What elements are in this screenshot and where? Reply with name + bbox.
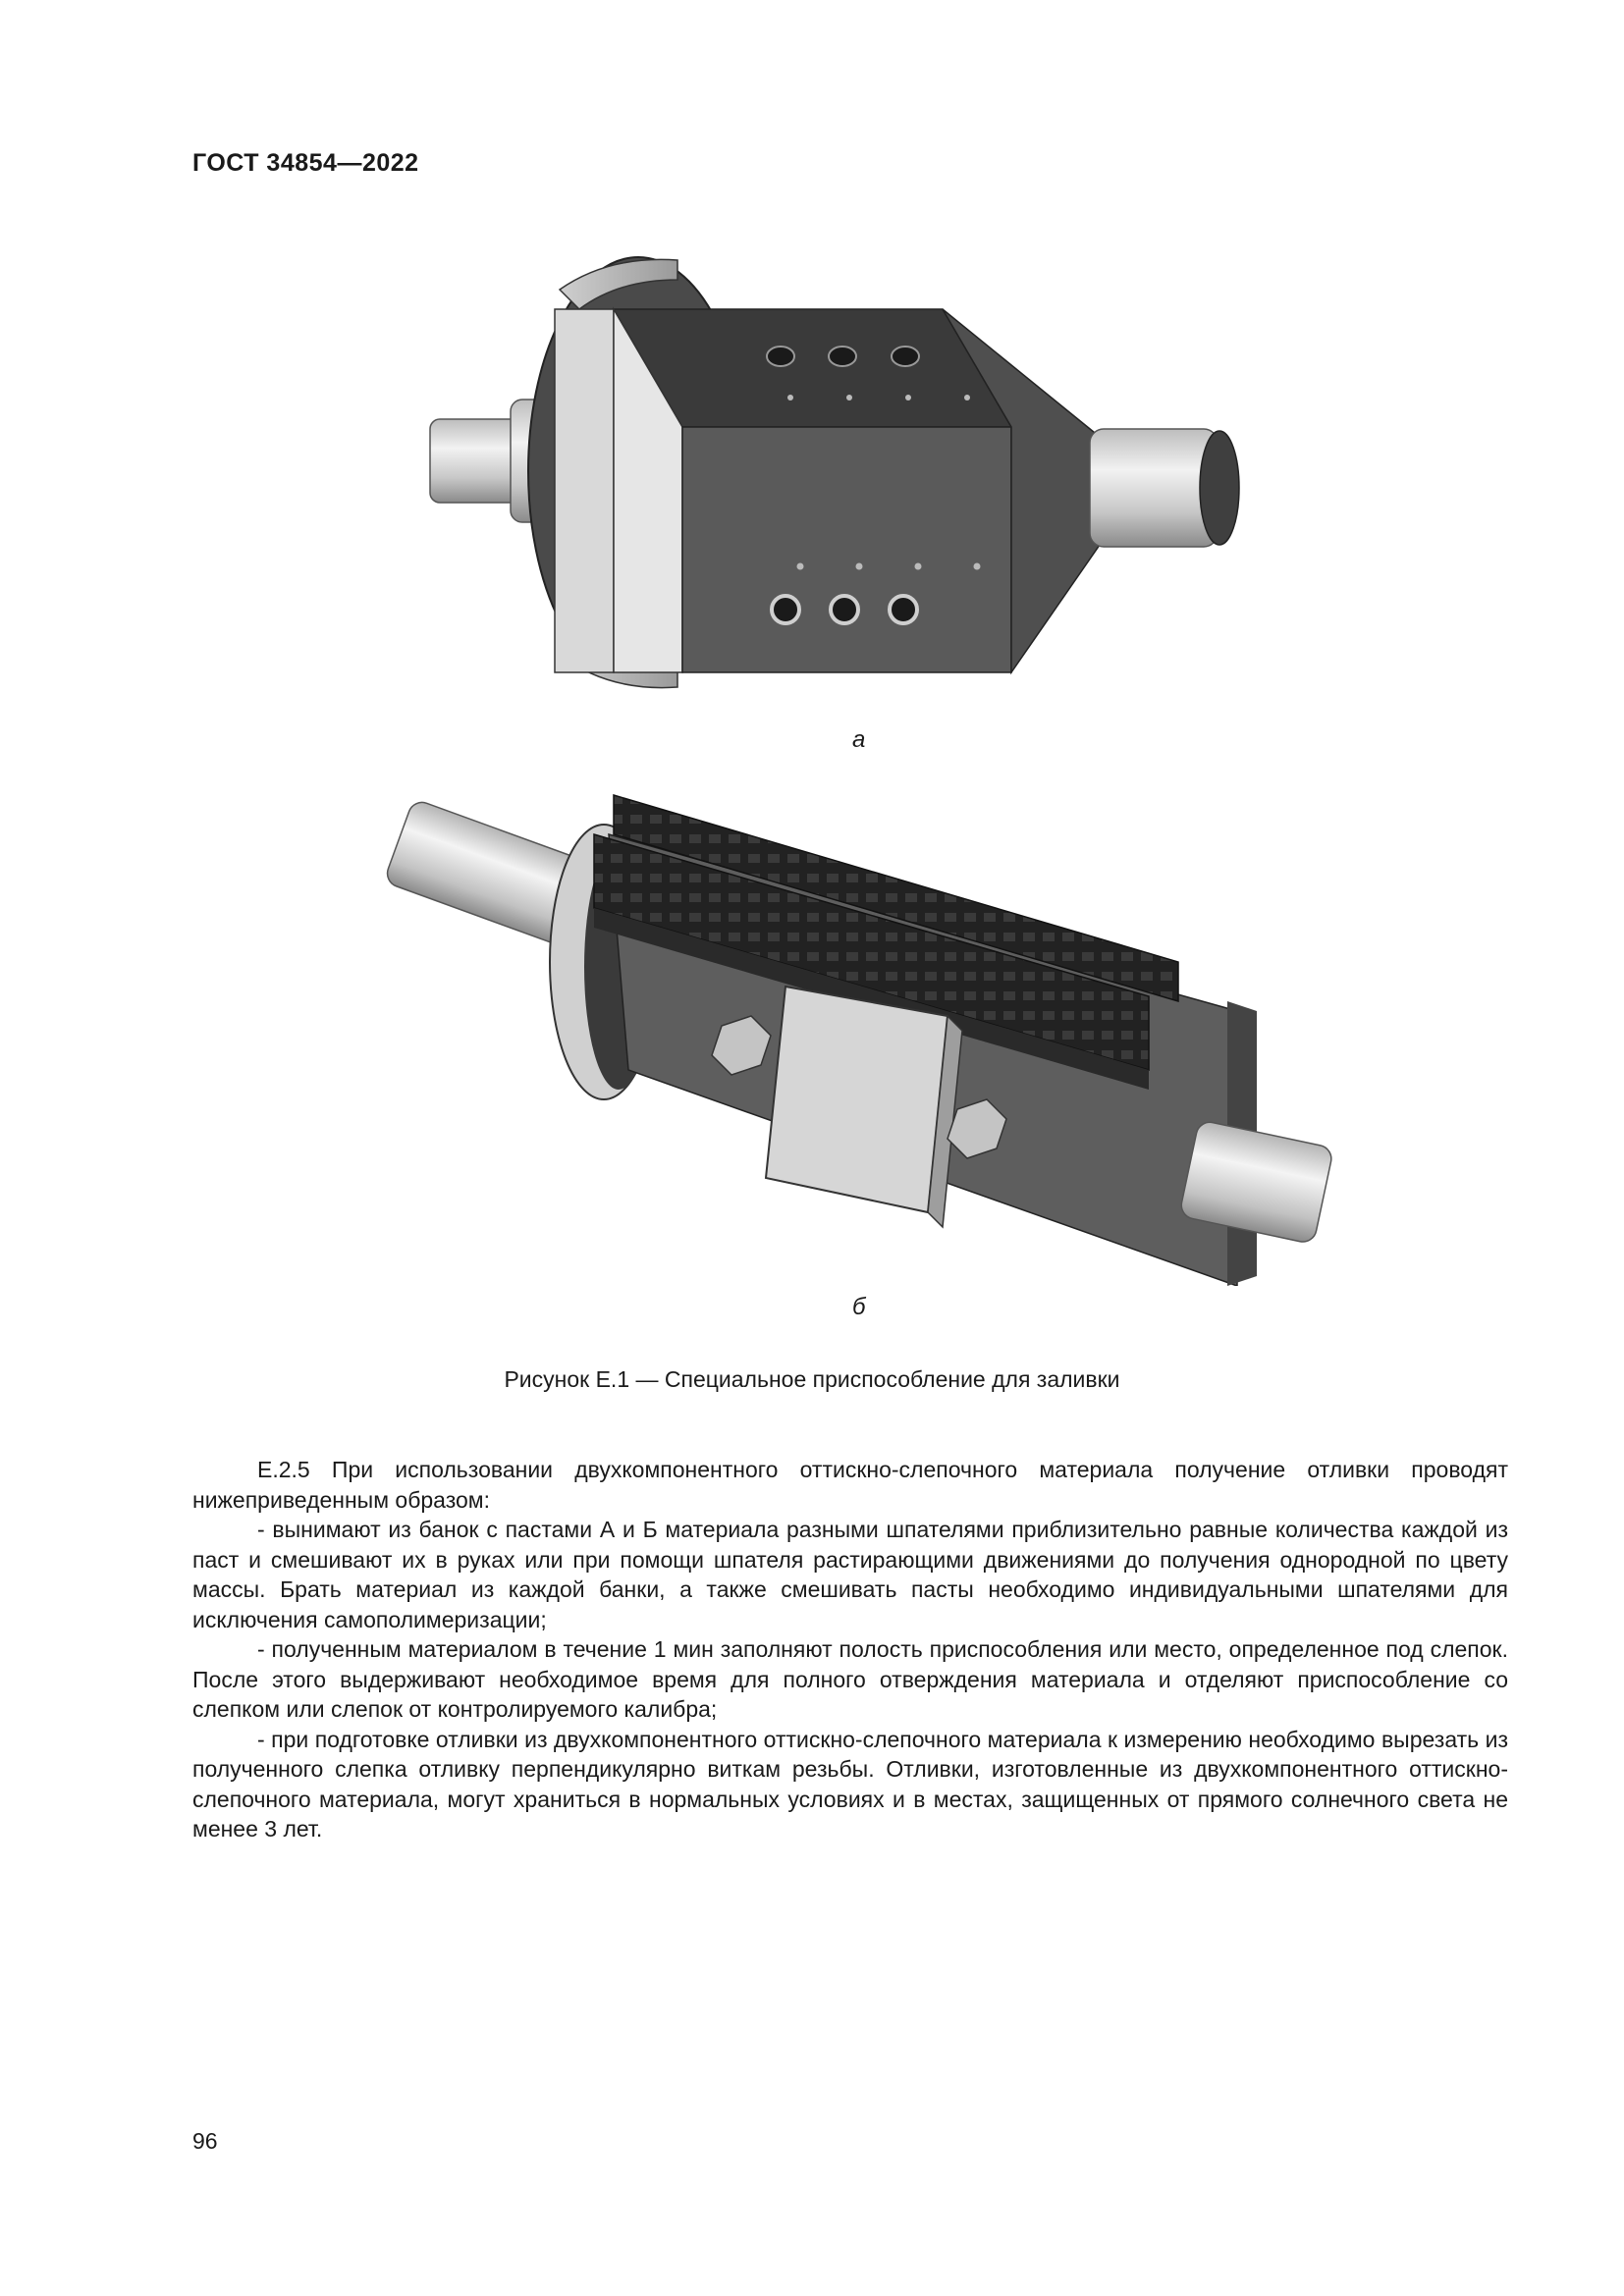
figure-b-fixture-drawing (373, 775, 1335, 1286)
figure-a-fixture-drawing (412, 250, 1296, 712)
page-number: 96 (192, 2128, 218, 2154)
figure-b-label: б (852, 1294, 866, 1320)
body-text (192, 1455, 1508, 1844)
paragraph-filling: - полученным материалом в течение 1 мин заполняют полость приспособления или место, определенное под слепок. После этого выдерживают необходимое время для полного отверждения материала и отделяют приспособление со слепком или слепок от контролируемого калибра; (192, 1636, 1508, 1722)
figure-caption: Рисунок Е.1 — Специальное приспособление для заливки (504, 1366, 1120, 1392)
document-header: ГОСТ 34854—2022 (192, 149, 419, 177)
paragraph-e-2-5: Е.2.5 При использовании двухкомпонентного оттискно-слепочного материала получение отливки проводят нижеприведенным образом: (192, 1457, 1508, 1513)
paragraph-mixing: - вынимают из банок с пастами А и Б материала разными шпателями приблизительно равные количества каждой из паст и смешивают их в руках или при помощи шпателя растирающими движениями до получения однородной по цвету массы. Брать материал из каждой банки, а также смешивать пасты необходимо индивидуальными шпателями для исключения самополимеризации; (192, 1517, 1508, 1632)
figure-a-label: а (852, 726, 866, 753)
paragraph-preparation: - при подготовке отливки из двухкомпонентного оттискно-слепочного материала к измерению необходимо вырезать из полученного слепка отливку перпендикулярно виткам резьбы. Отливки, изготовленные из двухкомпонентного оттискно-слепочного материала, могут храниться в нормальных условиях и в местах, защищенных от прямого солнечного света не менее 3 лет. (192, 1726, 1508, 1842)
